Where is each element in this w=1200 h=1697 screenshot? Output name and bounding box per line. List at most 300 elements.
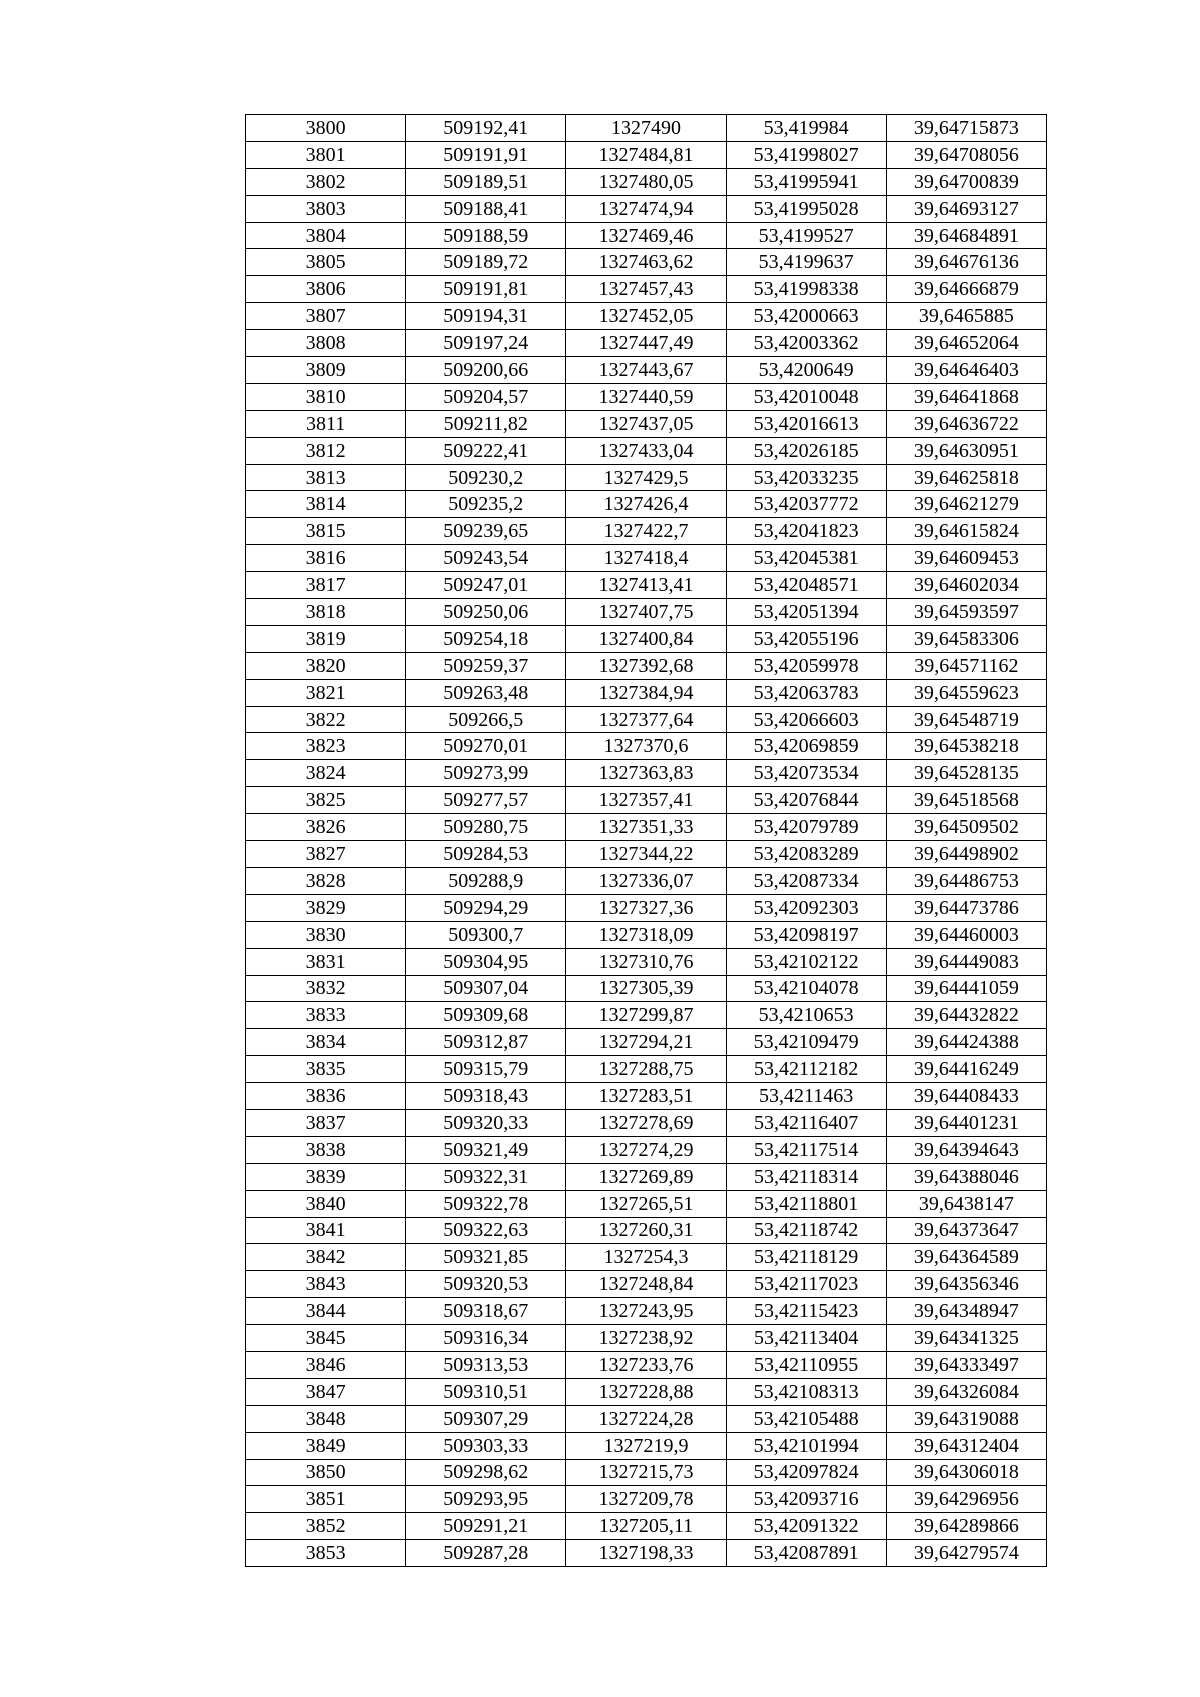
y-coordinate-cell: 1327490 [566,115,726,142]
y-coordinate-cell: 1327433,04 [566,437,726,464]
point-number-cell: 3807 [246,303,406,330]
point-number-cell: 3814 [246,491,406,518]
point-number-cell: 3835 [246,1056,406,1083]
latitude-cell: 53,4211463 [726,1083,886,1110]
y-coordinate-cell: 1327254,3 [566,1244,726,1271]
table-row [246,975,1047,1002]
point-number-cell: 3840 [246,1190,406,1217]
x-coordinate-cell: 509254,18 [406,625,566,652]
x-coordinate-cell: 509312,87 [406,1029,566,1056]
longitude-cell: 39,64449083 [886,948,1046,975]
y-coordinate-cell: 1327310,76 [566,948,726,975]
y-coordinate-cell: 1327463,62 [566,249,726,276]
longitude-cell: 39,64460003 [886,921,1046,948]
latitude-cell: 53,42059978 [726,652,886,679]
longitude-cell: 39,64602034 [886,572,1046,599]
x-coordinate-cell: 509284,53 [406,841,566,868]
latitude-cell: 53,42104078 [726,975,886,1002]
y-coordinate-cell: 1327305,39 [566,975,726,1002]
y-coordinate-cell: 1327327,36 [566,894,726,921]
y-coordinate-cell: 1327377,64 [566,706,726,733]
x-coordinate-cell: 509263,48 [406,679,566,706]
latitude-cell: 53,4199637 [726,249,886,276]
table-row [246,115,1047,142]
longitude-cell: 39,64348947 [886,1298,1046,1325]
y-coordinate-cell: 1327274,29 [566,1136,726,1163]
longitude-cell: 39,64583306 [886,625,1046,652]
table-row [246,679,1047,706]
x-coordinate-cell: 509313,53 [406,1351,566,1378]
y-coordinate-cell: 1327260,31 [566,1217,726,1244]
point-number-cell: 3823 [246,733,406,760]
point-number-cell: 3841 [246,1217,406,1244]
point-number-cell: 3811 [246,410,406,437]
x-coordinate-cell: 509298,62 [406,1459,566,1486]
point-number-cell: 3801 [246,141,406,168]
table-row [246,894,1047,921]
x-coordinate-cell: 509211,82 [406,410,566,437]
longitude-cell: 39,64486753 [886,867,1046,894]
x-coordinate-cell: 509200,66 [406,357,566,384]
table-row [246,760,1047,787]
x-coordinate-cell: 509194,31 [406,303,566,330]
longitude-cell: 39,64630951 [886,437,1046,464]
longitude-cell: 39,64548719 [886,706,1046,733]
latitude-cell: 53,42093716 [726,1486,886,1513]
table-row [246,1271,1047,1298]
longitude-cell: 39,64498902 [886,841,1046,868]
x-coordinate-cell: 509239,65 [406,518,566,545]
latitude-cell: 53,42010048 [726,383,886,410]
point-number-cell: 3836 [246,1083,406,1110]
table-row [246,787,1047,814]
point-number-cell: 3805 [246,249,406,276]
point-number-cell: 3817 [246,572,406,599]
longitude-cell: 39,64296956 [886,1486,1046,1513]
x-coordinate-cell: 509310,51 [406,1378,566,1405]
longitude-cell: 39,64424388 [886,1029,1046,1056]
point-number-cell: 3848 [246,1405,406,1432]
y-coordinate-cell: 1327278,69 [566,1109,726,1136]
table-row [246,1109,1047,1136]
longitude-cell: 39,6465885 [886,303,1046,330]
point-number-cell: 3852 [246,1513,406,1540]
longitude-cell: 39,64615824 [886,518,1046,545]
point-number-cell: 3827 [246,841,406,868]
longitude-cell: 39,64388046 [886,1163,1046,1190]
x-coordinate-cell: 509303,33 [406,1432,566,1459]
x-coordinate-cell: 509293,95 [406,1486,566,1513]
latitude-cell: 53,42016613 [726,410,886,437]
point-number-cell: 3815 [246,518,406,545]
point-number-cell: 3830 [246,921,406,948]
table-row [246,921,1047,948]
latitude-cell: 53,42112182 [726,1056,886,1083]
table-row [246,168,1047,195]
table-row [246,1029,1047,1056]
y-coordinate-cell: 1327288,75 [566,1056,726,1083]
point-number-cell: 3847 [246,1378,406,1405]
y-coordinate-cell: 1327474,94 [566,195,726,222]
point-number-cell: 3833 [246,1002,406,1029]
y-coordinate-cell: 1327243,95 [566,1298,726,1325]
point-number-cell: 3821 [246,679,406,706]
x-coordinate-cell: 509222,41 [406,437,566,464]
point-number-cell: 3810 [246,383,406,410]
point-number-cell: 3839 [246,1163,406,1190]
x-coordinate-cell: 509273,99 [406,760,566,787]
x-coordinate-cell: 509320,33 [406,1109,566,1136]
longitude-cell: 39,64341325 [886,1325,1046,1352]
x-coordinate-cell: 509294,29 [406,894,566,921]
y-coordinate-cell: 1327480,05 [566,168,726,195]
latitude-cell: 53,42063783 [726,679,886,706]
latitude-cell: 53,42051394 [726,599,886,626]
latitude-cell: 53,42115423 [726,1298,886,1325]
longitude-cell: 39,64394643 [886,1136,1046,1163]
table-row [246,1351,1047,1378]
y-coordinate-cell: 1327205,11 [566,1513,726,1540]
x-coordinate-cell: 509320,53 [406,1271,566,1298]
x-coordinate-cell: 509230,2 [406,464,566,491]
table-row [246,733,1047,760]
point-number-cell: 3806 [246,276,406,303]
x-coordinate-cell: 509309,68 [406,1002,566,1029]
longitude-cell: 39,64593597 [886,599,1046,626]
x-coordinate-cell: 509287,28 [406,1540,566,1567]
table-row [246,222,1047,249]
longitude-cell: 39,64306018 [886,1459,1046,1486]
point-number-cell: 3849 [246,1432,406,1459]
latitude-cell: 53,41995028 [726,195,886,222]
table-row [246,276,1047,303]
x-coordinate-cell: 509189,72 [406,249,566,276]
longitude-cell: 39,64319088 [886,1405,1046,1432]
table-row [246,330,1047,357]
y-coordinate-cell: 1327318,09 [566,921,726,948]
latitude-cell: 53,42069859 [726,733,886,760]
x-coordinate-cell: 509191,91 [406,141,566,168]
latitude-cell: 53,42109479 [726,1029,886,1056]
x-coordinate-cell: 509322,78 [406,1190,566,1217]
latitude-cell: 53,42083289 [726,841,886,868]
y-coordinate-cell: 1327426,4 [566,491,726,518]
table-row [246,249,1047,276]
latitude-cell: 53,42098197 [726,921,886,948]
latitude-cell: 53,42118314 [726,1163,886,1190]
point-number-cell: 3812 [246,437,406,464]
longitude-cell: 39,64312404 [886,1432,1046,1459]
point-number-cell: 3804 [246,222,406,249]
y-coordinate-cell: 1327344,22 [566,841,726,868]
table-row [246,841,1047,868]
latitude-cell: 53,42110955 [726,1351,886,1378]
latitude-cell: 53,41998338 [726,276,886,303]
y-coordinate-cell: 1327484,81 [566,141,726,168]
longitude-cell: 39,64538218 [886,733,1046,760]
longitude-cell: 39,64289866 [886,1513,1046,1540]
point-number-cell: 3803 [246,195,406,222]
longitude-cell: 39,64364589 [886,1244,1046,1271]
point-number-cell: 3843 [246,1271,406,1298]
latitude-cell: 53,42033235 [726,464,886,491]
y-coordinate-cell: 1327228,88 [566,1378,726,1405]
longitude-cell: 39,64708056 [886,141,1046,168]
y-coordinate-cell: 1327418,4 [566,545,726,572]
latitude-cell: 53,42116407 [726,1109,886,1136]
table-row [246,599,1047,626]
coordinates-table-body [246,115,1047,1567]
table-row [246,410,1047,437]
x-coordinate-cell: 509270,01 [406,733,566,760]
table-row [246,1459,1047,1486]
table-row [246,1163,1047,1190]
point-number-cell: 3846 [246,1351,406,1378]
x-coordinate-cell: 509307,29 [406,1405,566,1432]
y-coordinate-cell: 1327336,07 [566,867,726,894]
longitude-cell: 39,64356346 [886,1271,1046,1298]
y-coordinate-cell: 1327248,84 [566,1271,726,1298]
point-number-cell: 3816 [246,545,406,572]
point-number-cell: 3851 [246,1486,406,1513]
y-coordinate-cell: 1327452,05 [566,303,726,330]
table-row [246,1378,1047,1405]
latitude-cell: 53,42113404 [726,1325,886,1352]
table-row [246,464,1047,491]
latitude-cell: 53,42101994 [726,1432,886,1459]
point-number-cell: 3809 [246,357,406,384]
latitude-cell: 53,42092303 [726,894,886,921]
y-coordinate-cell: 1327400,84 [566,625,726,652]
x-coordinate-cell: 509321,85 [406,1244,566,1271]
latitude-cell: 53,42117514 [726,1136,886,1163]
point-number-cell: 3822 [246,706,406,733]
y-coordinate-cell: 1327265,51 [566,1190,726,1217]
longitude-cell: 39,64326084 [886,1378,1046,1405]
y-coordinate-cell: 1327215,73 [566,1459,726,1486]
latitude-cell: 53,4199527 [726,222,886,249]
longitude-cell: 39,64652064 [886,330,1046,357]
longitude-cell: 39,64676136 [886,249,1046,276]
longitude-cell: 39,64700839 [886,168,1046,195]
table-row [246,1325,1047,1352]
table-row [246,867,1047,894]
latitude-cell: 53,42000663 [726,303,886,330]
longitude-cell: 39,64473786 [886,894,1046,921]
longitude-cell: 39,64528135 [886,760,1046,787]
table-row [246,1002,1047,1029]
y-coordinate-cell: 1327422,7 [566,518,726,545]
table-row [246,1083,1047,1110]
point-number-cell: 3845 [246,1325,406,1352]
longitude-cell: 39,64559623 [886,679,1046,706]
latitude-cell: 53,42118801 [726,1190,886,1217]
latitude-cell: 53,42087334 [726,867,886,894]
point-number-cell: 3808 [246,330,406,357]
latitude-cell: 53,42091322 [726,1513,886,1540]
x-coordinate-cell: 509280,75 [406,814,566,841]
y-coordinate-cell: 1327233,76 [566,1351,726,1378]
longitude-cell: 39,64646403 [886,357,1046,384]
table-row [246,491,1047,518]
x-coordinate-cell: 509235,2 [406,491,566,518]
latitude-cell: 53,42045381 [726,545,886,572]
latitude-cell: 53,41995941 [726,168,886,195]
x-coordinate-cell: 509288,9 [406,867,566,894]
point-number-cell: 3800 [246,115,406,142]
point-number-cell: 3838 [246,1136,406,1163]
latitude-cell: 53,42105488 [726,1405,886,1432]
x-coordinate-cell: 509307,04 [406,975,566,1002]
point-number-cell: 3853 [246,1540,406,1567]
x-coordinate-cell: 509300,7 [406,921,566,948]
table-row [246,1136,1047,1163]
point-number-cell: 3850 [246,1459,406,1486]
y-coordinate-cell: 1327198,33 [566,1540,726,1567]
x-coordinate-cell: 509188,59 [406,222,566,249]
x-coordinate-cell: 509322,31 [406,1163,566,1190]
latitude-cell: 53,41998027 [726,141,886,168]
latitude-cell: 53,42087891 [726,1540,886,1567]
table-row [246,948,1047,975]
point-number-cell: 3828 [246,867,406,894]
latitude-cell: 53,42076844 [726,787,886,814]
x-coordinate-cell: 509266,5 [406,706,566,733]
x-coordinate-cell: 509277,57 [406,787,566,814]
latitude-cell: 53,4210653 [726,1002,886,1029]
x-coordinate-cell: 509243,54 [406,545,566,572]
point-number-cell: 3825 [246,787,406,814]
x-coordinate-cell: 509318,67 [406,1298,566,1325]
table-row [246,141,1047,168]
point-number-cell: 3813 [246,464,406,491]
table-row [246,1190,1047,1217]
y-coordinate-cell: 1327407,75 [566,599,726,626]
table-row [246,303,1047,330]
longitude-cell: 39,64373647 [886,1217,1046,1244]
table-row [246,357,1047,384]
y-coordinate-cell: 1327219,9 [566,1432,726,1459]
table-row [246,1405,1047,1432]
longitude-cell: 39,64441059 [886,975,1046,1002]
longitude-cell: 39,64641868 [886,383,1046,410]
latitude-cell: 53,42117023 [726,1271,886,1298]
x-coordinate-cell: 509322,63 [406,1217,566,1244]
longitude-cell: 39,64279574 [886,1540,1046,1567]
point-number-cell: 3842 [246,1244,406,1271]
longitude-cell: 39,64609453 [886,545,1046,572]
latitude-cell: 53,42003362 [726,330,886,357]
y-coordinate-cell: 1327351,33 [566,814,726,841]
point-number-cell: 3826 [246,814,406,841]
table-row [246,652,1047,679]
x-coordinate-cell: 509316,34 [406,1325,566,1352]
latitude-cell: 53,42066603 [726,706,886,733]
y-coordinate-cell: 1327294,21 [566,1029,726,1056]
table-row [246,383,1047,410]
table-row [246,706,1047,733]
y-coordinate-cell: 1327469,46 [566,222,726,249]
x-coordinate-cell: 509192,41 [406,115,566,142]
table-row [246,1432,1047,1459]
y-coordinate-cell: 1327437,05 [566,410,726,437]
y-coordinate-cell: 1327447,49 [566,330,726,357]
x-coordinate-cell: 509304,95 [406,948,566,975]
y-coordinate-cell: 1327429,5 [566,464,726,491]
x-coordinate-cell: 509321,49 [406,1136,566,1163]
x-coordinate-cell: 509315,79 [406,1056,566,1083]
x-coordinate-cell: 509204,57 [406,383,566,410]
x-coordinate-cell: 509188,41 [406,195,566,222]
point-number-cell: 3819 [246,625,406,652]
latitude-cell: 53,4200649 [726,357,886,384]
longitude-cell: 39,64333497 [886,1351,1046,1378]
point-number-cell: 3832 [246,975,406,1002]
longitude-cell: 39,64401231 [886,1109,1046,1136]
point-number-cell: 3820 [246,652,406,679]
y-coordinate-cell: 1327357,41 [566,787,726,814]
y-coordinate-cell: 1327299,87 [566,1002,726,1029]
y-coordinate-cell: 1327363,83 [566,760,726,787]
y-coordinate-cell: 1327238,92 [566,1325,726,1352]
longitude-cell: 39,64571162 [886,652,1046,679]
x-coordinate-cell: 509189,51 [406,168,566,195]
point-number-cell: 3837 [246,1109,406,1136]
latitude-cell: 53,42097824 [726,1459,886,1486]
y-coordinate-cell: 1327209,78 [566,1486,726,1513]
x-coordinate-cell: 509247,01 [406,572,566,599]
x-coordinate-cell: 509318,43 [406,1083,566,1110]
y-coordinate-cell: 1327392,68 [566,652,726,679]
y-coordinate-cell: 1327269,89 [566,1163,726,1190]
y-coordinate-cell: 1327370,6 [566,733,726,760]
y-coordinate-cell: 1327457,43 [566,276,726,303]
longitude-cell: 39,64509502 [886,814,1046,841]
longitude-cell: 39,6438147 [886,1190,1046,1217]
table-row [246,1540,1047,1567]
table-row [246,545,1047,572]
point-number-cell: 3829 [246,894,406,921]
y-coordinate-cell: 1327443,67 [566,357,726,384]
coordinates-table [245,114,1047,1567]
table-row [246,625,1047,652]
latitude-cell: 53,42079789 [726,814,886,841]
y-coordinate-cell: 1327440,59 [566,383,726,410]
table-row [246,1056,1047,1083]
latitude-cell: 53,42073534 [726,760,886,787]
longitude-cell: 39,64621279 [886,491,1046,518]
longitude-cell: 39,64625818 [886,464,1046,491]
latitude-cell: 53,42118129 [726,1244,886,1271]
table-row [246,518,1047,545]
table-row [246,1486,1047,1513]
table-row [246,1217,1047,1244]
latitude-cell: 53,42118742 [726,1217,886,1244]
latitude-cell: 53,42037772 [726,491,886,518]
table-row [246,814,1047,841]
longitude-cell: 39,64518568 [886,787,1046,814]
latitude-cell: 53,42108313 [726,1378,886,1405]
longitude-cell: 39,64416249 [886,1056,1046,1083]
table-row [246,1298,1047,1325]
latitude-cell: 53,42026185 [726,437,886,464]
x-coordinate-cell: 509197,24 [406,330,566,357]
table-row [246,1244,1047,1271]
y-coordinate-cell: 1327283,51 [566,1083,726,1110]
longitude-cell: 39,64666879 [886,276,1046,303]
point-number-cell: 3834 [246,1029,406,1056]
x-coordinate-cell: 509291,21 [406,1513,566,1540]
